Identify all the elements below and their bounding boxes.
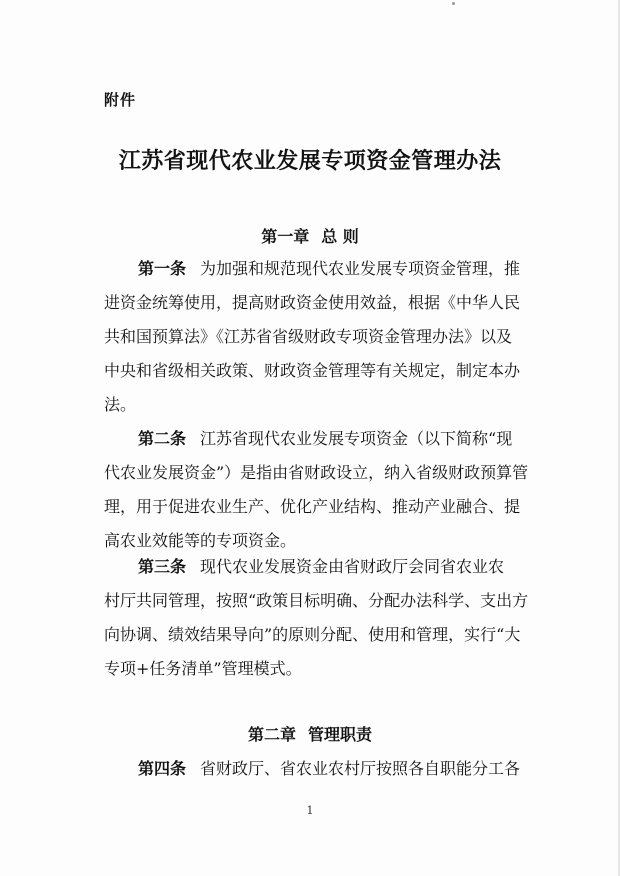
chapter-name: 总 则 [321,227,359,246]
article-label: 第四条 [138,759,187,778]
article-line: 向协调、绩效结果导向”的原则分配、使用和管理，实行“大 [104,625,521,644]
article [104,550,534,686]
article-line: 进资金统筹使用，提高财政资金使用效益，根据《中华人民 [104,293,521,312]
page-number: 1 [306,804,314,817]
article [104,252,534,422]
article-text: 现代农业发展资金由省财政厅会同省农业农 [200,557,505,576]
article-line: 理，用于促进农业生产、优化产业结构、推动产业融合、提 [104,497,521,516]
article-label: 第一条 [138,259,187,278]
chapter-number: 第二章 [247,725,296,744]
article-line: 共和国预算法》《江苏省省级财政专项资金管理办法》以及 [104,327,513,346]
article-line: 代农业发展资金”）是指由省财政设立，纳入省级财政预算管 [104,463,529,482]
attachment-label: 附件 [104,91,137,109]
article-line: 法。 [104,395,137,414]
article-line: 中央和省级相关政策、财政资金管理等有关规定，制定本办 [104,361,521,380]
article [104,752,534,786]
article-line: 村厅共同管理，按照“政策目标明确、分配办法科学、支出方 [104,591,529,610]
chapter-number: 第一章 [261,227,310,246]
article-text: 省财政厅、省农业农村厅按照各自职能分工各 [200,759,521,778]
article-label: 第二条 [138,429,187,448]
scan-speck [452,2,455,5]
article-line [104,252,534,286]
article [104,422,534,558]
article-line: 高农业效能等的专项资金。 [104,531,297,550]
chapter-heading [0,722,620,745]
chapter-name: 管理职责 [308,725,373,744]
article-line [104,422,534,456]
article-line: 专项+任务清单”管理模式。 [104,659,302,678]
article-text: 为加强和规范现代农业发展专项资金管理，推 [200,259,521,278]
document-title: 江苏省现代农业发展专项资金管理办法 [118,148,502,174]
article-label: 第三条 [138,557,187,576]
chapter-heading [0,224,620,247]
article-line [104,550,534,584]
article-line [104,752,534,786]
article-text: 江苏省现代农业发展专项资金（以下简称“现 [200,429,513,448]
